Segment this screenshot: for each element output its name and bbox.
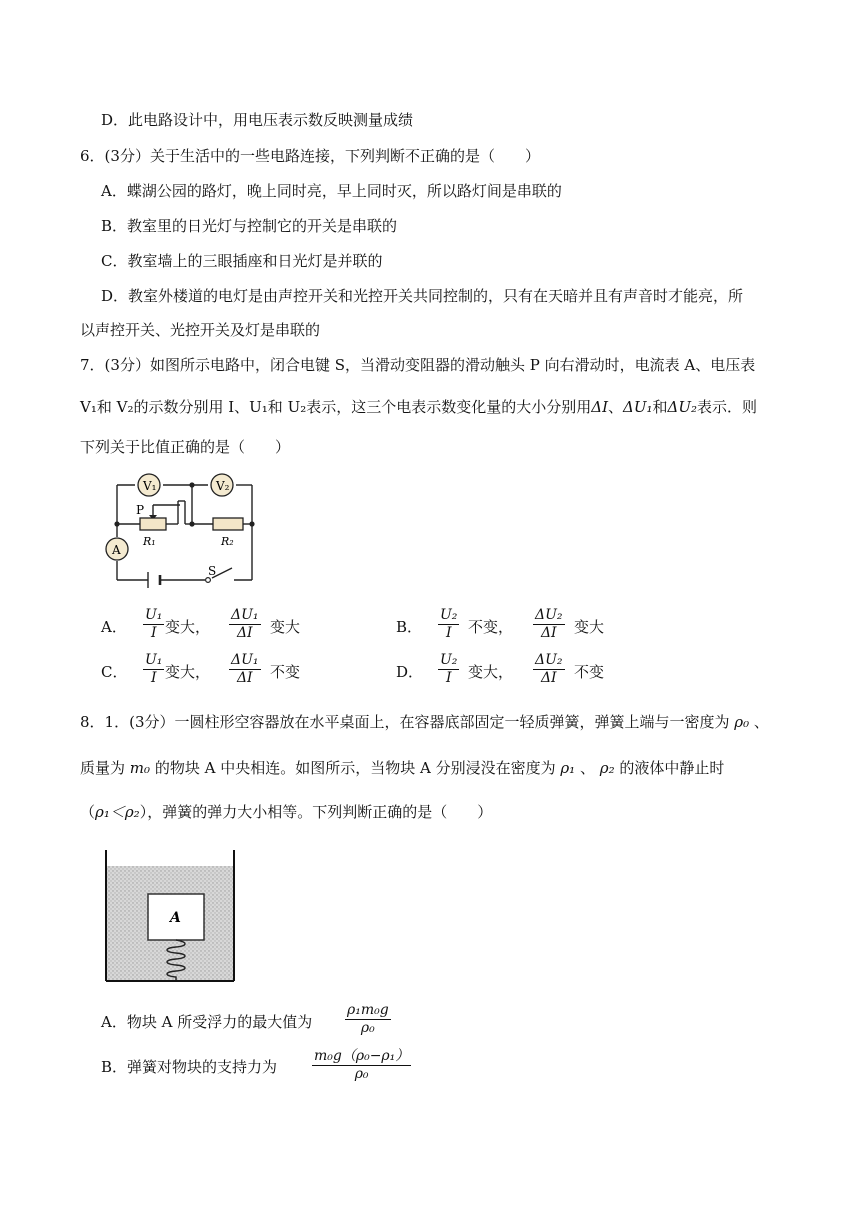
q5-option-d: D．此电路设计中，用电压表示数反映测量成绩 [101,111,414,129]
q7-option-a-text2: 变大 [270,618,301,636]
junction-dot [189,521,194,526]
q7-option-d-label: D． [396,663,424,681]
q7-option-a-label: A． [101,618,127,636]
q7-math-delta-u1: ΔU₁ [623,398,653,416]
resistor-r2 [213,518,243,530]
q8-stem-text: 的液体中静止时 [619,759,725,777]
q8-stem-text: ），弹簧的弹力大小相等。下列判断正确的是（ ） [139,803,493,821]
q7-option-b-frac1: $\frac{\text{U₂}}{I}$ [440,607,458,641]
q7-stem-text-a: V₁和 V₂的示数分别用 I、U₁和 U₂表示，这三个电表示数变化量的大小分别用 [80,398,592,416]
resistor-r1 [140,518,166,530]
q7-option-c-frac1: $\frac{\text{U₁}}{I}$ [145,652,163,686]
q7-stem-line1: 7．(3分）如图所示电路中，闭合电键 S，当滑动变阻器的滑动触头 P 向右滑动时，电流表 A、电压表 [80,356,756,374]
q8-option-b-text: B．弹簧对物块的支持力为 [101,1058,278,1076]
q7-option-c-frac2: $\frac{\text{ΔU₁}}{\Delta I}$ [231,652,259,686]
q8-stem-sep: 、 [579,759,595,777]
q7-math-delta-u2: ΔU₂ [667,398,698,416]
q8-stem-line2 [80,758,724,778]
q7-stem-text-b: 、 [608,398,624,416]
q7-math-delta-i: ΔI [591,398,608,416]
q7-option-d-text1: 变大， [468,663,514,681]
junction-dot [249,521,254,526]
junction-dot [189,482,194,487]
q6-option-d-line2: 以声控开关、光控开关及灯是串联的 [80,321,321,339]
q7-option-c-text2: 不变 [270,663,301,681]
q7-stem-line2 [80,397,757,417]
q8-math-rho1: ρ₁ [560,759,576,777]
q7-option-a-text1: 变大， [165,618,211,636]
label-v2: V₂ [216,479,230,493]
label-r1: R₁ [143,535,156,548]
q8-math-rho0: ρ₀ [734,713,750,731]
q8-stem-text: 质量为 [80,759,126,777]
q7-option-c-label: C． [101,663,128,681]
q7-stem-text-d: 表示．则 [697,398,758,416]
q7-option-d-text2: 不变 [574,663,605,681]
q7-option-a-frac1: $\frac{\text{U₁}}{I}$ [145,607,163,641]
q8-option-a-frac: $\frac{\text{ρ₁m₀g}}{\text{ρ₀}}$ [347,1002,389,1036]
q8-container-diagram [100,846,242,986]
label-r2: R₂ [221,535,234,548]
q7-option-b-text2: 变大 [574,618,605,636]
q7-stem-line3: 下列关于比值正确的是（ ） [80,438,291,456]
junction-dot [114,521,119,526]
q8-stem-sep: 、 [753,713,769,731]
label-p: P [136,503,145,517]
q7-option-b-frac2: $\frac{\text{ΔU₂}}{\Delta I}$ [535,607,563,641]
q8-option-a-text: A．物块 A 所受浮力的最大值为 [101,1013,313,1031]
q7-option-c-text1: 变大， [165,663,211,681]
q6-option-b: B．教室里的日光灯与控制它的开关是串联的 [101,217,398,235]
label-a: A [112,543,121,557]
label-s: S [208,564,217,578]
block-a-label: A [170,910,181,926]
q6-option-d-line1: D．教室外楼道的电灯是由声控开关和光控开关共同控制的，只有在天暗并且有声音时才能亮，所 [101,287,744,305]
q7-stem-text-c: 和 [652,398,668,416]
q8-math-rho2: ρ₂ [599,759,615,777]
switch-contact [206,578,211,583]
q7-circuit-diagram [100,465,270,600]
q8-stem-text: 的物块 A 中央相连。如图所示，当物块 A 分别浸没在密度为 [154,759,556,777]
q7-option-d-frac1: $\frac{\text{U₂}}{I}$ [440,652,458,686]
q6-stem: 6．(3分）关于生活中的一些电路连接，下列判断不正确的是（ ） [80,147,540,165]
q8-option-b-frac: $\frac{\text{m₀g（ρ₀−ρ₁）}}{\text{ρ₀}}$ [314,1048,410,1082]
q7-option-d-frac2: $\frac{\text{ΔU₂}}{\Delta I}$ [535,652,563,686]
label-v1: V₁ [143,479,157,493]
q7-option-b-text1: 不变， [468,618,514,636]
q8-stem-text: （ [80,803,96,821]
q8-stem-line1 [80,712,769,732]
q8-stem-line3 [80,802,492,822]
q6-option-c: C．教室墙上的三眼插座和日光灯是并联的 [101,252,383,270]
q8-math-m0: m₀ [129,759,151,777]
q8-stem-text: 8．1．(3分）一圆柱形空容器放在水平桌面上，在容器底部固定一轻质弹簧，弹簧上端与一密度为 [80,713,730,731]
q7-option-b-label: B． [396,618,423,636]
q7-option-a-frac2: $\frac{\text{ΔU₁}}{\Delta I}$ [231,607,259,641]
q6-option-a: A．蝶湖公园的路灯，晚上同时亮，早上同时灭，所以路灯间是串联的 [101,182,562,200]
q8-math-inequality: ρ₁＜ρ₂ [95,803,140,821]
